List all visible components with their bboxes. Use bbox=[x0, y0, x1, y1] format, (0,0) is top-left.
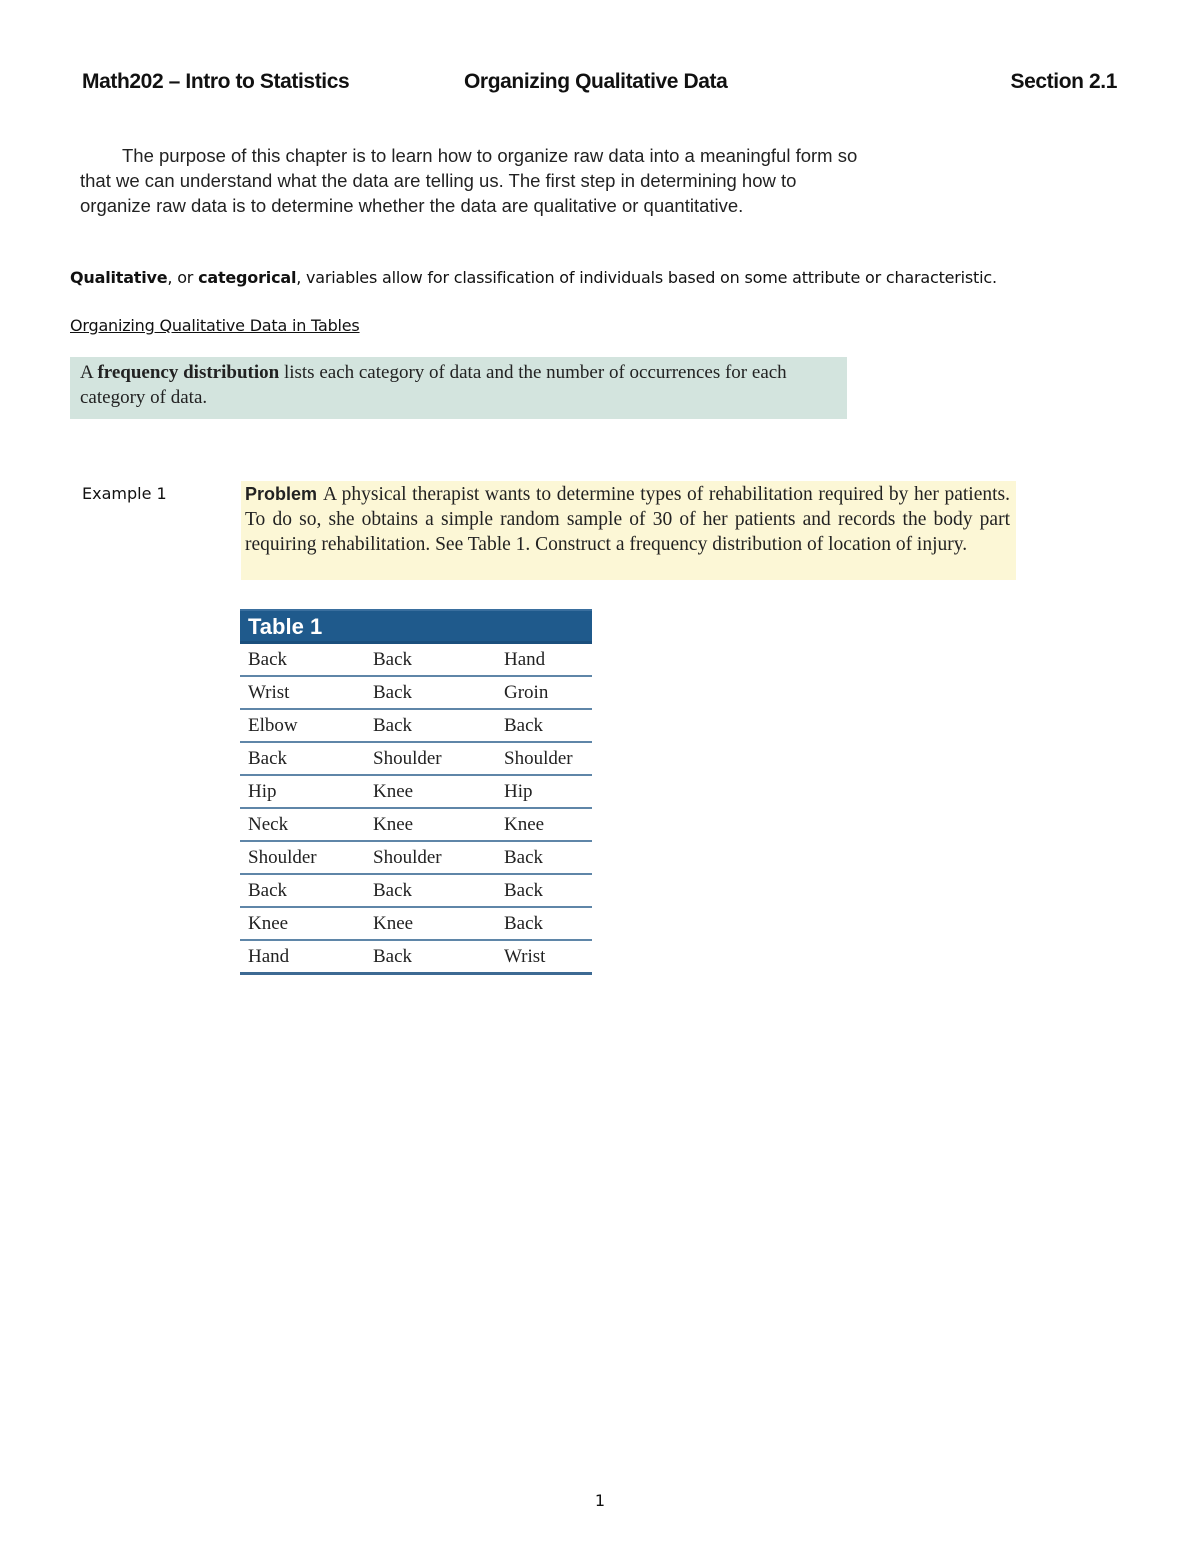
table-cell: Groin bbox=[496, 676, 592, 709]
intro-text: The purpose of this chapter is to learn how to organize raw data into a meaningful form so that we can understand what the data are telling us. The first step in determining how to organize raw data is to determine whether the data are qualitative or quantitative. bbox=[80, 145, 858, 216]
table-row bbox=[240, 742, 592, 775]
table-row bbox=[240, 775, 592, 808]
section-number: Section 2.1 bbox=[1010, 70, 1117, 93]
table-cell: Back bbox=[240, 874, 365, 907]
intro-paragraph bbox=[80, 143, 860, 218]
table-cell: Knee bbox=[496, 808, 592, 841]
table-cell: Back bbox=[365, 874, 496, 907]
table-cell: Wrist bbox=[240, 676, 365, 709]
course-title: Math202 – Intro to Statistics bbox=[82, 70, 350, 93]
freq-text: lists each category of data and the number of occurrences for each category of data. bbox=[80, 362, 787, 408]
table-cell: Back bbox=[496, 841, 592, 874]
table-row bbox=[240, 940, 592, 974]
qualitative-definition bbox=[70, 268, 1170, 287]
term-qualitative: Qualitative bbox=[70, 268, 168, 287]
table-cell: Knee bbox=[365, 775, 496, 808]
frequency-distribution-definition-box bbox=[70, 357, 847, 419]
table-cell: Shoulder bbox=[365, 742, 496, 775]
table-cell: Back bbox=[496, 907, 592, 940]
table-row bbox=[240, 907, 592, 940]
table-row bbox=[240, 709, 592, 742]
problem-box bbox=[241, 481, 1016, 580]
table-title: Table 1 bbox=[240, 609, 592, 644]
table-cell: Back bbox=[496, 874, 592, 907]
table-cell: Back bbox=[365, 709, 496, 742]
data-table bbox=[240, 609, 592, 975]
freq-term: frequency distribution bbox=[97, 362, 280, 383]
table-cell: Hip bbox=[496, 775, 592, 808]
page-number: 1 bbox=[594, 1491, 606, 1510]
table-cell: Neck bbox=[240, 808, 365, 841]
table-cell: Back bbox=[240, 742, 365, 775]
table-cell: Knee bbox=[365, 808, 496, 841]
term-categorical: categorical bbox=[198, 268, 297, 287]
example-label: Example 1 bbox=[82, 484, 167, 503]
table-body bbox=[240, 644, 592, 975]
table-cell: Hand bbox=[496, 644, 592, 676]
section-heading: Organizing Qualitative Data in Tables bbox=[70, 316, 360, 335]
table-cell: Shoulder bbox=[496, 742, 592, 775]
table-cell: Hand bbox=[240, 940, 365, 974]
table-row bbox=[240, 676, 592, 709]
table-row bbox=[240, 808, 592, 841]
table-row bbox=[240, 841, 592, 874]
definition-text: , variables allow for classification of individuals based on some attribute or characteristic. bbox=[296, 268, 997, 287]
definition-separator: , or bbox=[167, 268, 199, 287]
freq-prefix: A bbox=[80, 362, 98, 383]
page-title: Organizing Qualitative Data bbox=[464, 70, 728, 93]
table-cell: Back bbox=[496, 709, 592, 742]
table-cell: Shoulder bbox=[240, 841, 365, 874]
table-cell: Back bbox=[365, 940, 496, 974]
problem-text: A physical therapist wants to determine types of rehabilitation required by her patients. To do so, she obtains a simple random sample of 30 of her patients and records the body part requiring rehabilitation. See Table 1. Construct a frequency distribution of location of injury. bbox=[245, 484, 1010, 555]
table-cell: Knee bbox=[365, 907, 496, 940]
table-row bbox=[240, 644, 592, 676]
problem-label: Problem bbox=[245, 484, 318, 504]
table-cell: Elbow bbox=[240, 709, 365, 742]
table-cell: Back bbox=[240, 644, 365, 676]
table-cell: Back bbox=[365, 644, 496, 676]
table-row bbox=[240, 874, 592, 907]
table-cell: Wrist bbox=[496, 940, 592, 974]
table-cell: Hip bbox=[240, 775, 365, 808]
table-cell: Knee bbox=[240, 907, 365, 940]
table-cell: Back bbox=[365, 676, 496, 709]
table-cell: Shoulder bbox=[365, 841, 496, 874]
